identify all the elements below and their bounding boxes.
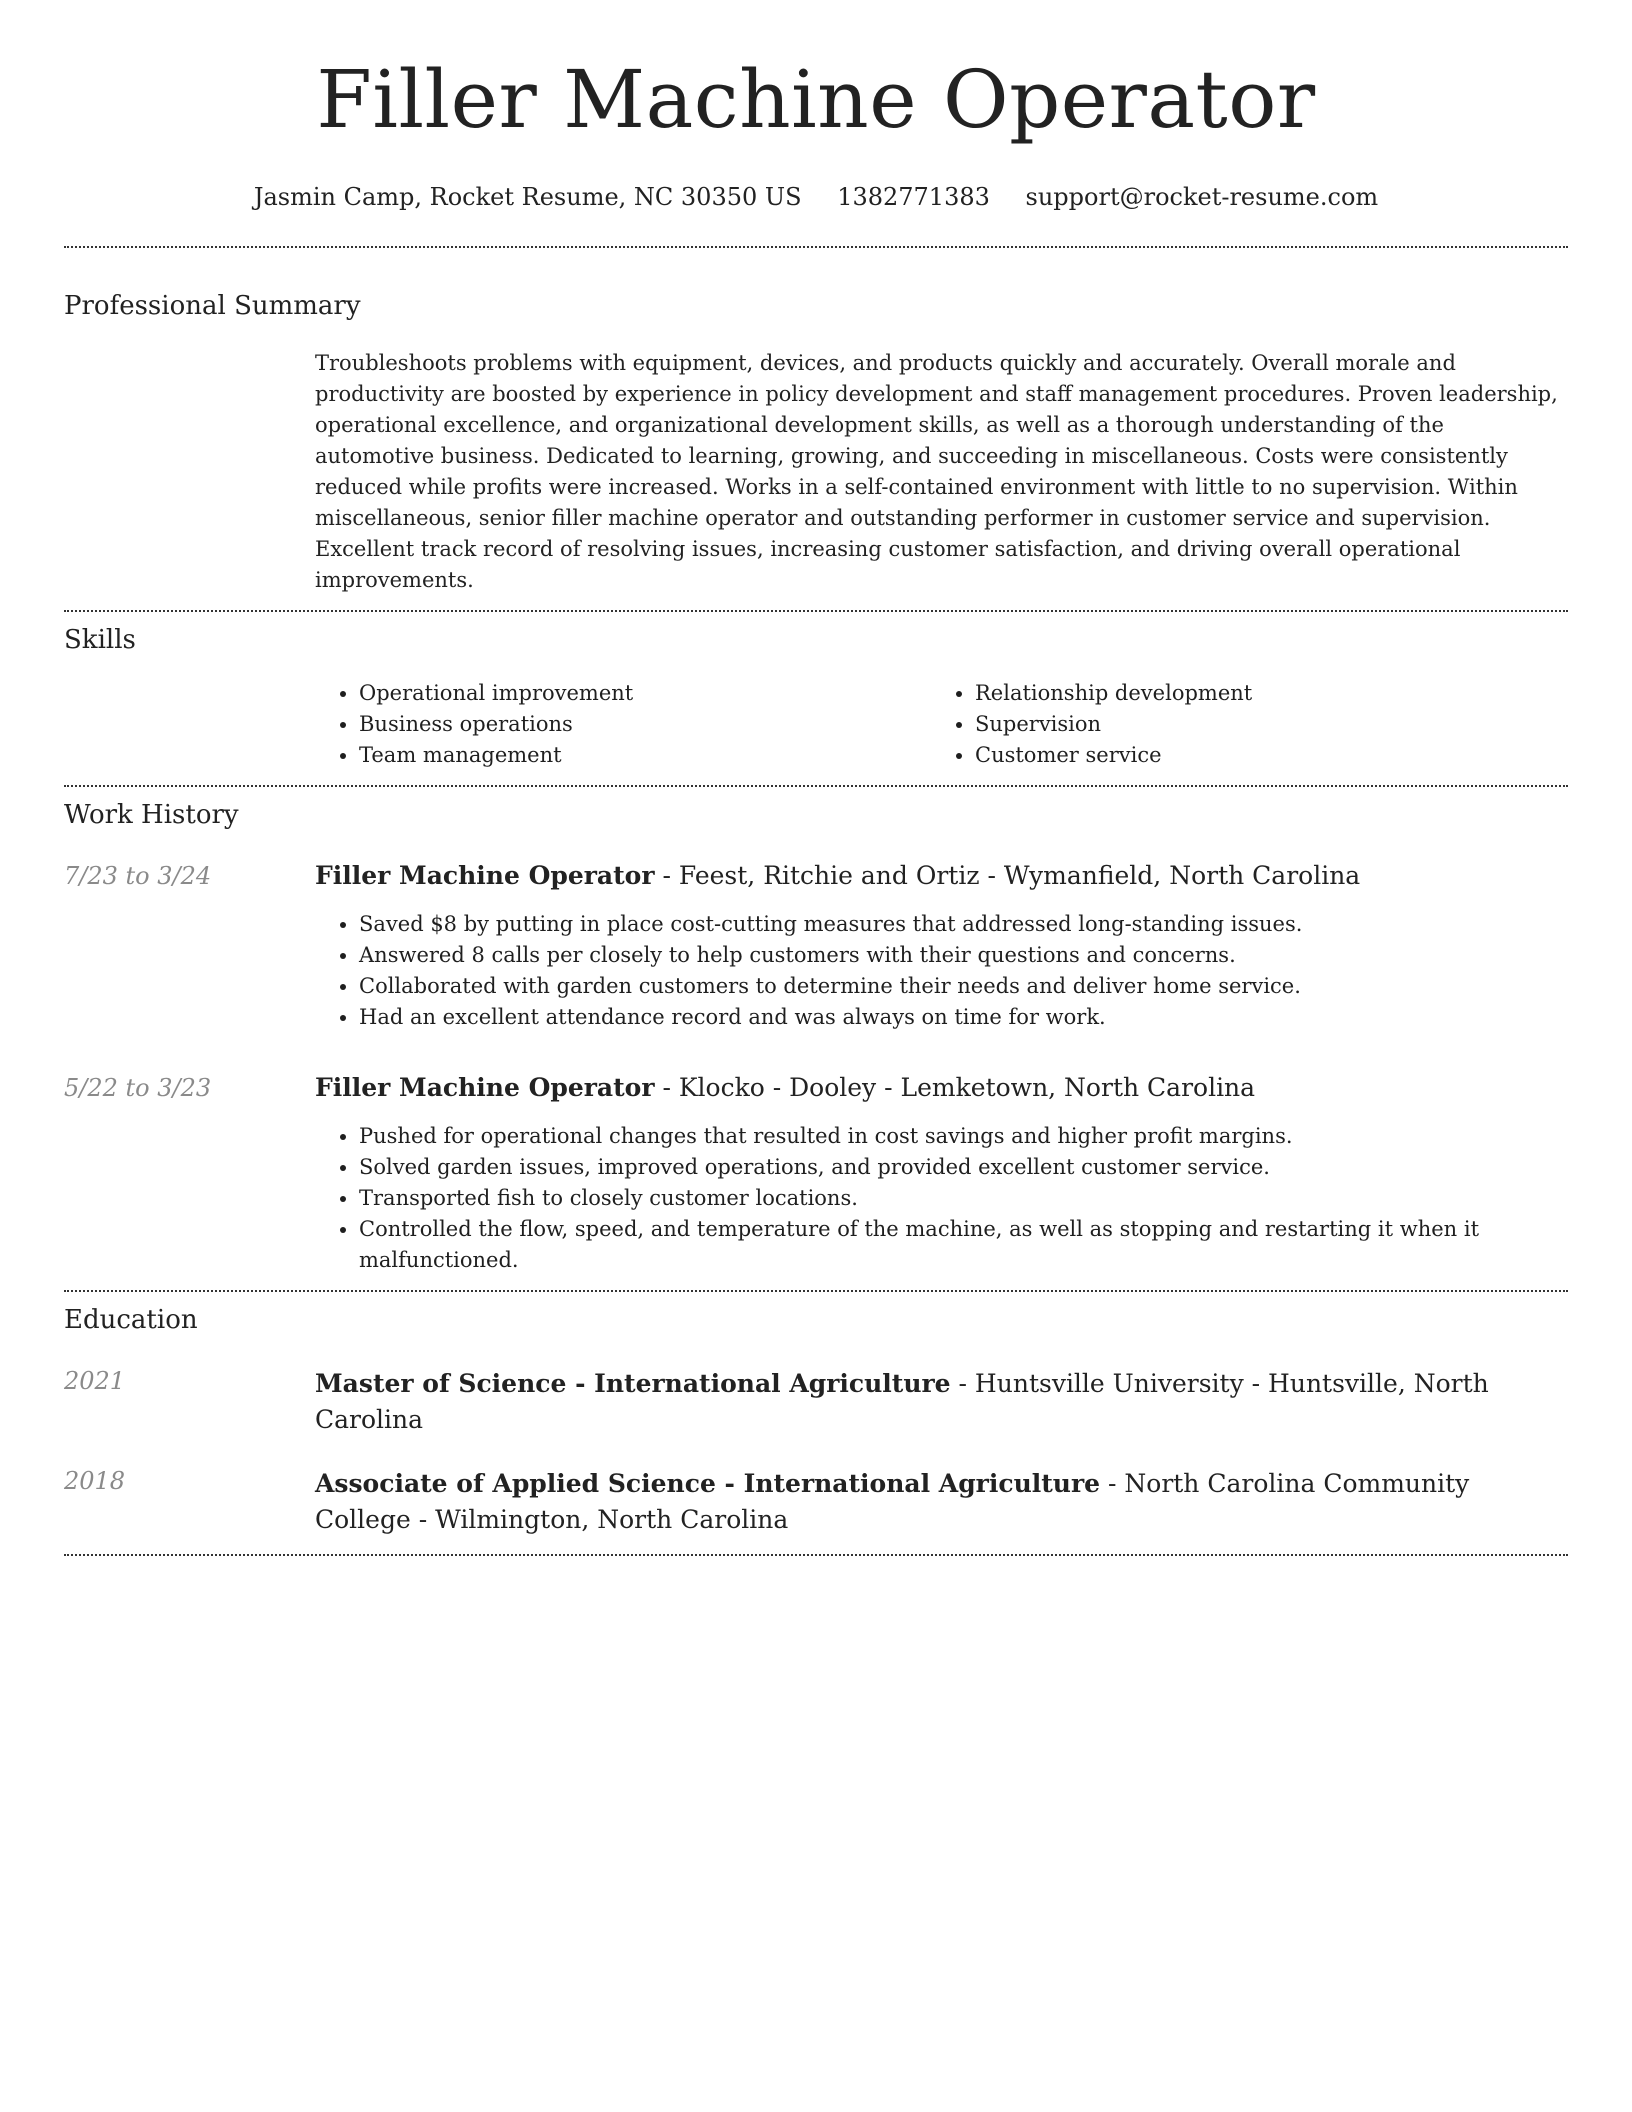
skill-item: • Supervision xyxy=(975,709,1547,740)
job-bullet: • Answered 8 calls per closely to help customers with their questions and concerns. xyxy=(359,940,1568,971)
job-dates: 7/23 to 3/24 xyxy=(64,862,212,890)
section-heading-summary: Professional Summary xyxy=(64,291,361,321)
education-degree: Master of Science - International Agriculture xyxy=(315,1369,951,1398)
summary-section xyxy=(64,248,1568,610)
job-entry xyxy=(64,1073,1568,1276)
job-details xyxy=(315,1073,1568,1276)
job-role: Filler Machine Operator xyxy=(315,1073,655,1102)
skill-item: • Relationship development xyxy=(975,678,1547,709)
job-bullet: • Collaborated with garden customers to determine their needs and deliver home service. xyxy=(359,971,1568,1002)
job-bullet: • Transported fish to closely customer locations. xyxy=(359,1183,1568,1214)
job-heading xyxy=(315,861,1568,891)
education-school: - North Carolina Community College - Wilmington, North Carolina xyxy=(315,1469,1470,1534)
skill-item: • Team management xyxy=(359,740,931,771)
skill-item: • Customer service xyxy=(975,740,1547,771)
skill-item: • Business operations xyxy=(359,709,931,740)
section-heading-work: Work History xyxy=(64,800,239,830)
job-bullet: • Had an excellent attendance record and was always on time for work. xyxy=(359,1002,1568,1033)
contact-email: support@rocket-resume.com xyxy=(1025,183,1379,211)
education-details xyxy=(315,1466,1568,1538)
skill-item: • Operational improvement xyxy=(359,678,931,709)
education-school: - Huntsville University - Huntsville, North Carolina xyxy=(315,1369,1489,1434)
skills-list-left xyxy=(315,678,931,771)
job-heading xyxy=(315,1073,1568,1103)
job-bullets xyxy=(315,909,1568,1033)
education-details xyxy=(315,1366,1568,1438)
contact-phone: 1382771383 xyxy=(837,183,990,211)
skills-grid xyxy=(315,678,1568,771)
skills-list-right xyxy=(931,678,1547,771)
job-employer: - Klocko - Dooley - Lemketown, North Carolina xyxy=(654,1073,1256,1102)
work-history-section xyxy=(64,787,1568,1290)
job-bullets xyxy=(315,1121,1568,1276)
job-bullet: • Pushed for operational changes that resulted in cost savings and higher profit margins. xyxy=(359,1121,1568,1152)
contact-line xyxy=(64,182,1568,212)
skills-section xyxy=(64,612,1568,785)
job-bullet: • Solved garden issues, improved operations, and provided excellent customer service. xyxy=(359,1152,1568,1183)
summary-text: Troubleshoots problems with equipment, devices, and products quickly and accurately. Overall morale and productivity are boosted by experience in policy development and staff management procedures. Proven leadership, operational excellence, and organizational development skills, as well as a thorough understanding of the automotive business. Dedicated to learning, growing, and succeeding in miscellaneous. Costs were consistently reduced while profits were increased. Works in a self-contained environment with little to no supervision. Within miscellaneous, senior filler machine operator and outstanding performer in customer service and supervision. Excellent track record of resolving issues, increasing customer satisfaction, and driving overall operational improvements. xyxy=(315,351,1558,592)
job-bullet: • Saved $8 by putting in place cost-cutting measures that addressed long-standing issues. xyxy=(359,909,1568,940)
education-section xyxy=(64,1292,1568,1554)
divider xyxy=(64,1554,1568,1556)
job-dates: 5/22 to 3/23 xyxy=(64,1074,212,1102)
job-role: Filler Machine Operator xyxy=(315,861,655,890)
section-heading-skills: Skills xyxy=(64,625,136,655)
job-bullet: • Controlled the flow, speed, and temperature of the machine, as well as stopping and restarting it when it malfunctioned. xyxy=(359,1214,1568,1276)
section-heading-education: Education xyxy=(64,1305,198,1335)
education-year: 2018 xyxy=(64,1467,126,1495)
job-details xyxy=(315,861,1568,1033)
page-title: Filler Machine Operator xyxy=(316,53,1316,146)
job-employer: - Feest, Ritchie and Ortiz - Wymanfield, North Carolina xyxy=(654,861,1361,890)
contact-address: Jasmin Camp, Rocket Resume, NC 30350 US xyxy=(253,183,802,211)
education-entry xyxy=(64,1366,1568,1438)
job-entry xyxy=(64,861,1568,1033)
education-entry xyxy=(64,1466,1568,1538)
education-year: 2021 xyxy=(64,1367,126,1395)
education-degree: Associate of Applied Science - International Agriculture xyxy=(315,1469,1101,1498)
